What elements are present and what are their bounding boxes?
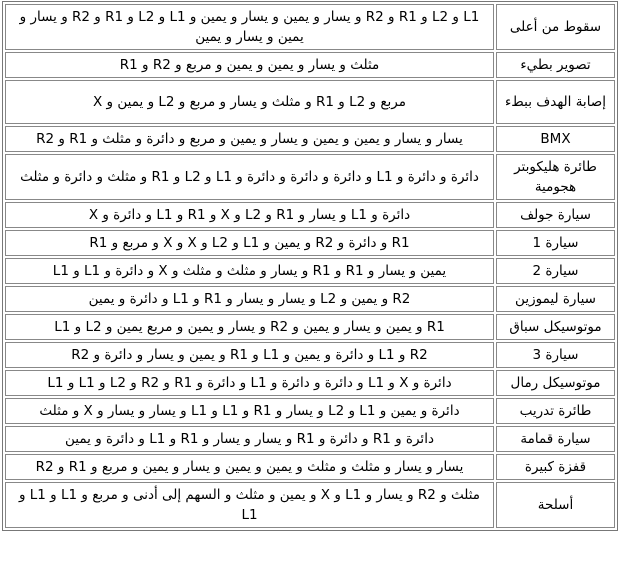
cheat-row [5, 258, 615, 284]
cheat-name: سيارة 2 [496, 258, 615, 284]
cheat-code: دائرة و L1 و يسار و R1 و L2 و X و R1 و L1 و دائرة و X [5, 202, 494, 228]
cheat-code: مثلث و R2 و يسار و L1 و X و يمين و مثلث و السهم إلى أدنى و مربع و L1 و L1 و L1 [5, 482, 494, 528]
cheat-row [5, 80, 615, 124]
cheat-code: دائرة و دائرة و L1 و دائرة و دائرة و دائرة و L1 و L2 و R1 و مثلث و دائرة و مثلث [5, 154, 494, 200]
cheat-row [5, 342, 615, 368]
cheat-code: R2 و L1 و دائرة و يمين و L1 و R1 و يمين و يسار و دائرة و R2 [5, 342, 494, 368]
cheat-name: سقوط من أعلى [496, 4, 615, 50]
cheat-name: سيارة قمامة [496, 426, 615, 452]
cheat-code: دائرة و R1 و دائرة و R1 و يسار و يسار و R1 و L1 و دائرة و يمين [5, 426, 494, 452]
cheat-row [5, 230, 615, 256]
cheat-row [5, 126, 615, 152]
cheat-name: تصوير بطيء [496, 52, 615, 78]
cheat-code: يمين و يسار و R1 و R1 و يسار و مثلث و مثلث و X و دائرة و L1 و L1 [5, 258, 494, 284]
cheat-code: مربع و L2 و R1 و مثلث و يسار و مربع و L2 و يمين و X [5, 80, 494, 124]
cheat-code: L1 و L2 و R1 و R2 و يسار و يمين و يسار و يمين و L1 و L2 و R1 و R2 و يسار و يمين و يسار و يمين [5, 4, 494, 50]
cheat-name: طائرة هليكوبتر هجومية [496, 154, 615, 200]
cheat-row [5, 314, 615, 340]
cheat-name: موتوسيكل سباق [496, 314, 615, 340]
cheat-row [5, 398, 615, 424]
cheat-table-body [5, 4, 615, 528]
cheat-codes-table [2, 1, 618, 531]
cheat-name: سيارة جولف [496, 202, 615, 228]
cheat-code: R1 و يمين و يسار و يمين و R2 و يسار و يمين و مربع يمين و L2 و L1 [5, 314, 494, 340]
cheat-code: دائرة و X و L1 و دائرة و دائرة و L1 و دائرة و R1 و R2 و L2 و L1 و L1 [5, 370, 494, 396]
cheat-code: يسار و يسار و مثلث و مثلث و يمين و يمين و يسار و يمين و مربع و R1 و R2 [5, 454, 494, 480]
cheat-name: سيارة 3 [496, 342, 615, 368]
cheat-name: طائرة تدريب [496, 398, 615, 424]
cheat-row [5, 4, 615, 50]
cheat-name: BMX [496, 126, 615, 152]
cheat-row [5, 482, 615, 528]
cheat-row [5, 370, 615, 396]
cheat-name: موتوسيكل رمال [496, 370, 615, 396]
cheat-row [5, 154, 615, 200]
cheat-row [5, 286, 615, 312]
cheat-code: مثلث و يسار و يمين و يمين و مربع و R2 و R1 [5, 52, 494, 78]
cheat-code: R1 و دائرة و R2 و يمين و L1 و L2 و X و X و مربع و R1 [5, 230, 494, 256]
cheat-row [5, 426, 615, 452]
cheat-code: R2 و يمين و L2 و يسار و يسار و R1 و L1 و دائرة و يمين [5, 286, 494, 312]
cheat-name: أسلحة [496, 482, 615, 528]
cheat-name: سيارة 1 [496, 230, 615, 256]
cheat-row [5, 52, 615, 78]
cheat-row [5, 454, 615, 480]
cheat-row [5, 202, 615, 228]
cheat-code: يسار و يسار و يمين و يمين و يسار و يمين و مربع و دائرة و مثلث و R1 و R2 [5, 126, 494, 152]
cheat-name: قفزة كبيرة [496, 454, 615, 480]
cheat-code: دائرة و يمين و L1 و L2 و يسار و R1 و L1 و L1 و يسار و يسار و X و مثلث [5, 398, 494, 424]
cheat-name: سيارة ليموزين [496, 286, 615, 312]
cheat-name: إصابة الهدف ببطء [496, 80, 615, 124]
